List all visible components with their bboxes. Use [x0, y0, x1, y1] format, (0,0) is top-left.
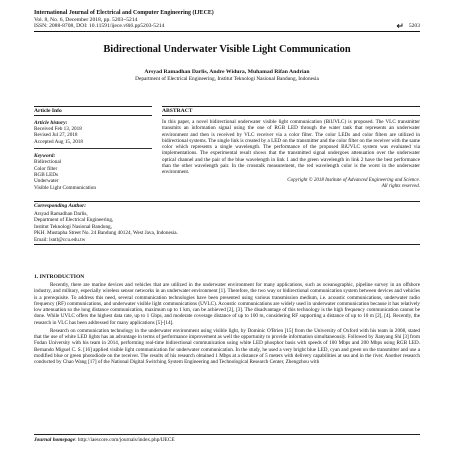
history-label: Article history:	[34, 120, 68, 126]
corresponding-author	[34, 200, 420, 246]
page-number-group	[396, 23, 420, 30]
abstract-header: ABSTRACT	[162, 106, 420, 116]
return-arrow-icon[interactable]	[396, 23, 403, 29]
article-info-header: Article Info	[34, 106, 152, 116]
keyword-item: Bidirectional	[34, 159, 62, 166]
keyword-item: RGB LEDs	[34, 172, 59, 179]
article-info-column	[34, 106, 152, 191]
journal-header	[34, 10, 420, 32]
abstract-text: In this paper, a novel bidirectional underwater visible light communication (BiUVLC) is proposed. The VLC transmitter transmits an information signal using the one of RGB LED through the water tank that represents an underwater environment and then is received by VLC receiver via a color filter. The color LEDs and color filters are utilized in bidirectional systems. The single link is created by a LED on the transmitter and the color filter on the receiver with the same color which represents a single wavelength. The performance of the proposed BiUVLC system was evaluated via implementations. The experimental result shows that the transmitted signal undergoes attenuation over the underwater optical channel and the pair of the blue wavelength in link 1 and the green wavelength in link 2 have the best performance than the other wavelength pair. In the crosstalk measurement, the red wavelength color is the worst in the underwater environment.	[162, 119, 420, 175]
introduction-section	[34, 274, 420, 365]
history-received: Received Feb 13, 2018	[34, 126, 82, 132]
history-revised: Revised Jul 27, 2018	[34, 132, 78, 139]
paper-affiliation: Department of Electrical Engineering, Institut Teknologi Nasional Bandung, Indonesia	[135, 75, 319, 82]
introduction-paragraph-2: Research on communication technology in the underwater environment using visible light, by Dominic O'Brien [15] from the University of Oxford with his team in 2008, stated that the use of white LED lights has an advantage in terms of performance improvement as well the opportunity to provide information simultaneously. Followed by Jianyang Shi [3] from Fudan University with his team in 2014, performing real-time bidirectional communication using white LED phosphor basis with speeds of 100 Mbps and 200 Mbps using RGB LED. Bernando Miguel C. S. [16] applied visible light communication for underwater communication. In the study, he used a very bright blue LED, cyan and green on the transmitter and use a modified blue or green photodiode on the receiver. The results of his research obtained 1 Mbps at a distance of 5 meters with delivery capabilities at sea and in the river. Another research conducted by Chao Wang [17] of the National Digital Switching System Engineering and Technological Research Center, Zhengzhou with	[34, 327, 420, 365]
author-department: Department of Electrical Engineering,	[34, 217, 114, 224]
homepage-url[interactable]: : http://iaescore.com/journals/index.php/IJECE	[75, 437, 175, 443]
info-divider	[34, 148, 152, 149]
copyright-notice	[162, 178, 420, 190]
author-name: Arsyad Ramadhan Darlis,	[34, 211, 88, 217]
journal-volume: Vol. 8, No. 6, December 2018, pp. 5203~5214	[34, 16, 138, 23]
history-list	[34, 126, 152, 145]
homepage-label: Journal homepage	[34, 437, 76, 443]
paper-authors: Arsyad Ramadhan Darlis, Andre Widura, Muhamad Rifan Andrian	[144, 68, 310, 75]
keyword-item: Underwater	[34, 178, 59, 185]
journal-issn: ISSN: 2088-8708, DOI: 10.11591/ijece.v8i6.pp5203-5214	[34, 23, 165, 30]
corresponding-rule	[34, 201, 420, 202]
keyword-list	[34, 159, 152, 191]
page-number: 5203	[408, 23, 420, 30]
history-accepted: Accepted Aug 15, 2018	[34, 138, 83, 145]
abstract-column	[162, 106, 420, 190]
copyright-line: Copyright © 2018 Institute of Advanced Engineering and Science.	[287, 178, 420, 184]
issn-row	[34, 23, 420, 30]
author-institution: Institut Teknologi Nasional Bandung,	[34, 223, 112, 230]
page-footer	[34, 434, 420, 443]
header-rule	[34, 31, 420, 32]
paper-title: Bidirectional Underwater Visible Light Communication	[103, 43, 351, 55]
rights-line: All rights reserved.	[381, 184, 420, 190]
keyword-item: Color filter	[34, 165, 58, 172]
keyword-item: Visible Light Communication	[34, 184, 96, 191]
corresponding-label: Corresponding Author:	[34, 203, 87, 209]
author-address: PKH. Mustapha Street No. 24 Bandung 40124, West Java, Indonesia.	[34, 230, 178, 237]
introduction-heading: 1. INTRODUCTION	[34, 274, 85, 280]
corresponding-details	[34, 211, 420, 243]
paper-page	[34, 10, 420, 365]
introduction-paragraph-1: Recently, there are marine devices and vehicles that are utilized in the underwater environment for many applications, such as oceanographic, pipeline survey in an offshore industry, and military, especially wireless sensor networks in an underwater environment [1]. Therefore, the two way or bidirectional communication system between devices and vehicles is a prerequisite. To address this need, several communication technologies have been presented using various transmission medium, i.e. acoustic communications, underwater radio frequency (RF) communications, and underwater visible light communications (UVLC). Acoustic communications are widely used in underwater communication because it has relatively low attenuation so the long distance communication, maximum up to 1 km, can be achieved [2], [3]. The disadvantage of this technology is the high frequency communication cannot be done. While UVLC offers the highest data rate, up to 1 Gbps, and moderate coverage distance of up to 100 m, considering RF supporting a distance of up to 10 m [2], [4]. Recently, the research in VLC has been addressed for many applications [5]-[14].	[34, 282, 420, 326]
journal-name: International Journal of Electrical and Computer Engineering (IJECE)	[34, 10, 214, 16]
author-email[interactable]: Email: lsntl@ccu.edu.tw	[34, 236, 86, 243]
keyword-label: Keyword:	[34, 153, 56, 160]
corresponding-bottom-rule	[34, 244, 420, 245]
